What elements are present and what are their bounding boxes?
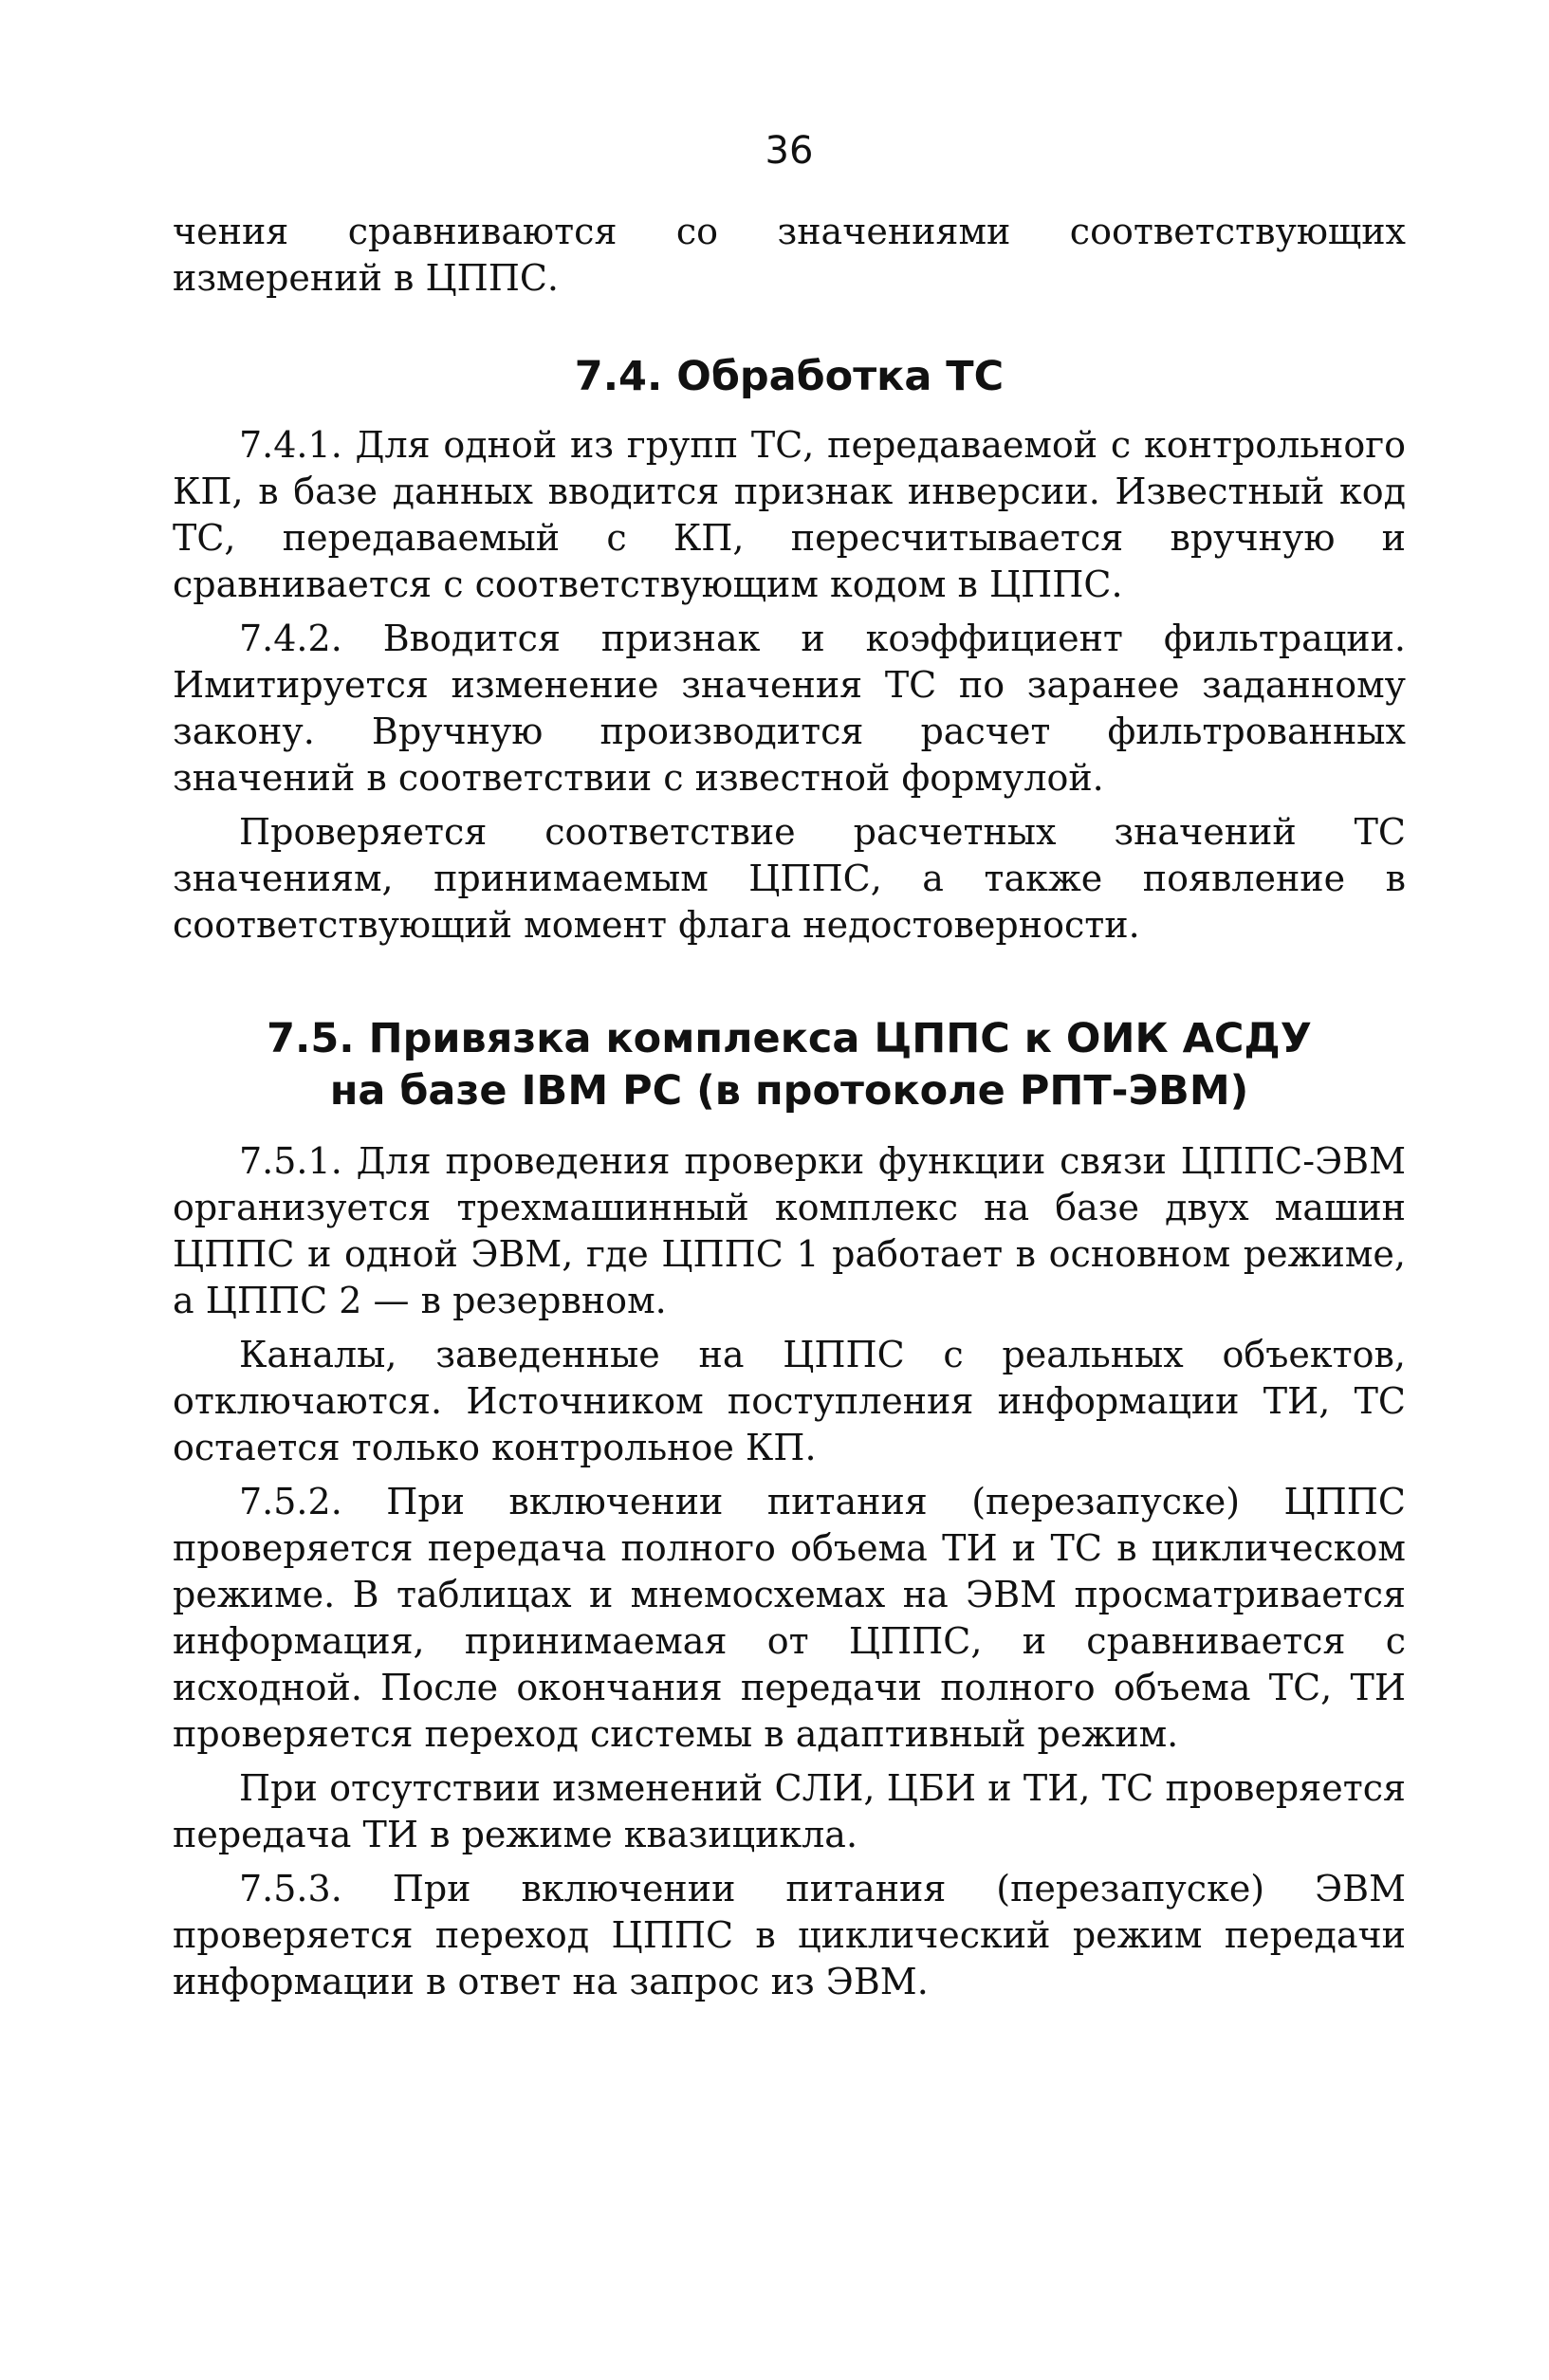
section-heading-7-5-line-2: на базе IBM PC (в протоколе РПТ-ЭВМ) [329, 1067, 1249, 1115]
paragraph-7-4-2-note: Проверяется соответствие расчетных значений ТС значениям, принимаемым ЦППС, а также появление в соответствующий момент флага недостоверности. [173, 811, 1406, 946]
section-heading-7-4: 7.4. Обработка ТС [574, 353, 1005, 400]
paragraph-7-5-1-note: Каналы, заведенные на ЦППС с реальных объектов, отключаются. Источником поступления информации ТИ, ТС остается только контрольное КП. [173, 1334, 1406, 1468]
section-heading-7-5 [173, 1013, 1406, 1117]
paragraph-7-5-1: 7.5.1. Для проведения проверки функции связи ЦППС-ЭВМ организуется трехмашинный комплекс на базе двух машин ЦППС и одной ЭВМ, где ЦППС 1 работает в основном режиме, а ЦППС 2 — в резервном. [173, 1140, 1406, 1321]
page-number: 36 [765, 129, 814, 173]
paragraph-7-4-1: 7.4.1. Для одной из групп ТС, передаваемой с контрольного КП, в базе данных вводится признак инверсии. Известный код ТС, передаваемый с КП, пересчитывается вручную и сравнивается с соответствующим кодом в ЦППС. [173, 424, 1406, 605]
document-page [173, 0, 1406, 2380]
paragraph-7-5-2: 7.5.2. При включении питания (перезапуске) ЦППС проверяется передача полного объема ТИ и ТС в циклическом режиме. В таблицах и мнемосхемах на ЭВМ просматривается информация, принимаемая от ЦППС, и сравнивается с исходной. После окончания передачи полного объема ТС, ТИ проверяется переход системы в адаптивный режим. [173, 1481, 1406, 1755]
paragraph-continuation: чения сравниваются со значениями соответствующих измерений в ЦППС. [173, 211, 1406, 299]
section-heading-7-5-line-1: 7.5. Привязка комплекса ЦППС к ОИК АСДУ [267, 1015, 1312, 1062]
document-content [173, 209, 1406, 2005]
paragraph-7-5-2-note: При отсутствии изменений СЛИ, ЦБИ и ТИ, ТС проверяется передача ТИ в режиме квазицикла. [173, 1767, 1406, 1855]
paragraph-7-5-3: 7.5.3. При включении питания (перезапуске) ЭВМ проверяется переход ЦППС в циклический режим передачи информации в ответ на запрос из ЭВМ. [173, 1868, 1406, 2002]
paragraph-7-4-2: 7.4.2. Вводится признак и коэффициент фильтрации. Имитируется изменение значения ТС по заранее заданному закону. Вручную производится расчет фильтрованных значений в соответствии с известной формулой. [173, 618, 1406, 799]
